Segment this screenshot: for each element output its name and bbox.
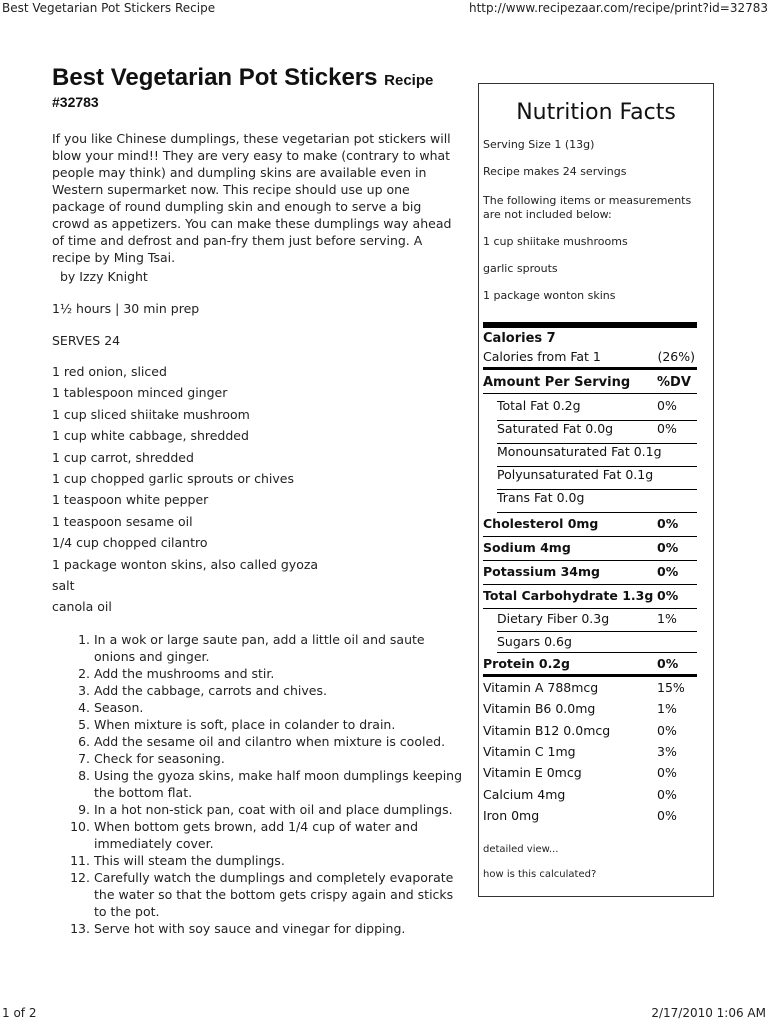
print-header-url: http://www.recipezaar.com/recipe/print?id=32783	[469, 1, 768, 15]
direction-step	[52, 767, 464, 801]
sodium-row	[483, 537, 697, 561]
vitamin-dv: 0%	[657, 722, 677, 738]
step-text: Carefully watch the dumplings and completely evaporate the water so that the bottom gets crispy again and sticks to the pot.	[94, 870, 454, 919]
nutrition-divider	[483, 322, 697, 328]
direction-step	[52, 716, 464, 733]
vitamin-dv: 1%	[657, 701, 677, 717]
carbohydrate-label: Total Carbohydrate 1.3g	[483, 588, 654, 603]
direction-step	[52, 920, 464, 937]
dv-header: %DV	[657, 375, 691, 390]
step-text: Add the sesame oil and cilantro when mixture is cooled.	[94, 734, 446, 749]
step-number: 2.	[78, 666, 90, 681]
recipe-title-text: Best Vegetarian Pot Stickers	[52, 64, 378, 91]
vitamin-dv: 3%	[657, 743, 677, 759]
step-text: When mixture is soft, place in colander to drain.	[94, 717, 396, 732]
fiber-label: Dietary Fiber 0.3g	[497, 611, 610, 626]
direction-list	[52, 631, 464, 937]
carbohydrate-dv: 0%	[657, 588, 679, 603]
step-number: 10.	[70, 819, 90, 834]
ingredient-list	[52, 363, 318, 620]
ingredient-item: 1 teaspoon sesame oil	[52, 513, 193, 529]
trans-fat-row	[497, 490, 697, 513]
ingredient-item: 1 red onion, sliced	[52, 364, 167, 379]
vitamin-dv: 0%	[657, 765, 677, 781]
recipe-author: by Izzy Knight	[60, 269, 148, 284]
how-calculated-link[interactable]: how is this calculated?	[483, 869, 597, 880]
step-text: In a hot non-stick pan, coat with oil and place dumplings.	[94, 802, 453, 817]
sugars-row	[497, 632, 697, 653]
step-number: 3.	[78, 683, 90, 698]
vitamin-label: Vitamin B6 0.0mg	[483, 701, 596, 717]
step-number: 12.	[70, 870, 90, 885]
nutrition-title: Nutrition Facts	[516, 100, 676, 125]
vitamin-label: Vitamin E 0mcg	[483, 765, 582, 781]
direction-step	[52, 750, 464, 767]
step-text: In a wok or large saute pan, add a little oil and saute onions and ginger.	[94, 632, 425, 664]
ingredient-item: 1 package wonton skins, also called gyoza	[52, 556, 319, 572]
not-included-item: 1 cup shiitake mushrooms	[483, 235, 628, 248]
step-number: 5.	[78, 717, 90, 732]
vitamin-row	[483, 701, 697, 716]
vitamin-label: Vitamin A 788mcg	[483, 680, 599, 695]
ingredient-item: 1 tablespoon minced ginger	[52, 385, 228, 401]
page-count: 1 of 2	[2, 1006, 37, 1020]
step-text: Serve hot with soy sauce and vinegar for dipping.	[94, 921, 406, 936]
step-text: Add the mushrooms and stir.	[94, 666, 275, 681]
step-text: Add the cabbage, carrots and chives.	[94, 683, 327, 698]
recipe-serves: SERVES 24	[52, 333, 121, 348]
vitamin-label: Calcium 4mg	[483, 786, 566, 802]
vitamin-row	[483, 787, 697, 802]
recipe-intro: If you like Chinese dumplings, these vegetarian pot stickers will blow your mind!! They are very easy to make (contrary to what people may think) and dumpling skins are available even in Western supermarket now. This recipe should use up one package of round dumpling skin and enough to serve a big crowd as appetizers. You can make these dumplings way ahead of time and defrost and pan-fry them just before serving. A recipe by Ming Tsai.	[52, 131, 452, 265]
recipe-id: #32783	[52, 94, 99, 110]
vitamin-row	[483, 765, 697, 780]
vitamin-dv: 0%	[657, 786, 677, 802]
step-number: 6.	[78, 734, 90, 749]
cholesterol-row	[483, 513, 697, 537]
ingredient-item: 1 cup carrot, shredded	[52, 449, 194, 465]
vitamin-row	[483, 680, 697, 695]
direction-step	[52, 869, 464, 920]
mono-fat-label: Monounsaturated Fat 0.1g	[497, 444, 662, 459]
saturated-fat-label: Saturated Fat 0.0g	[497, 421, 614, 436]
ingredient-item: canola oil	[52, 599, 112, 615]
serving-size: Serving Size 1 (13g)	[483, 138, 595, 151]
direction-step	[52, 665, 464, 682]
calories-from-fat-pct: (26%)	[657, 349, 695, 364]
print-header-title: Best Vegetarian Pot Stickers Recipe	[2, 1, 216, 15]
step-text: Using the gyoza skins, make half moon dumplings keeping the bottom flat.	[94, 768, 463, 800]
vitamin-row	[483, 723, 697, 738]
direction-step	[52, 818, 464, 852]
print-datetime: 2/17/2010 1:06 AM	[651, 1006, 766, 1020]
ingredient-item: 1 cup white cabbage, shredded	[52, 428, 249, 444]
vitamin-row	[483, 808, 697, 823]
total-fat-dv: 0%	[657, 398, 677, 413]
potassium-label: Potassium 34mg	[483, 564, 600, 579]
direction-step	[52, 801, 464, 818]
step-number: 1.	[78, 632, 90, 647]
direction-step	[52, 699, 464, 716]
vitamin-dv: 15%	[657, 680, 685, 695]
fiber-row	[497, 609, 697, 632]
cholesterol-dv: 0%	[657, 516, 679, 531]
vitamin-row	[483, 744, 697, 759]
sodium-dv: 0%	[657, 540, 679, 555]
calories-from-fat-label: Calories from Fat 1	[483, 349, 601, 364]
poly-fat-label: Polyunsaturated Fat 0.1g	[497, 467, 654, 482]
ingredient-item: 1 cup chopped garlic sprouts or chives	[52, 470, 294, 486]
carbohydrate-row	[483, 585, 697, 609]
potassium-row	[483, 561, 697, 585]
fiber-dv: 1%	[657, 611, 677, 626]
protein-label: Protein 0.2g	[483, 656, 570, 671]
protein-row	[483, 653, 697, 677]
cholesterol-label: Cholesterol 0mg	[483, 516, 599, 531]
direction-step	[52, 852, 464, 869]
step-number: 11.	[70, 853, 90, 868]
nutrition-facts-panel	[478, 83, 714, 897]
step-text: When bottom gets brown, add 1/4 cup of water and immediately cover.	[94, 819, 419, 851]
calories-label: Calories 7	[483, 331, 556, 346]
direction-step	[52, 733, 464, 750]
recipe-title-suffix: Recipe	[384, 72, 434, 89]
sugars-label: Sugars 0.6g	[497, 634, 572, 649]
not-included-note: The following items or measurements are not included below:	[483, 194, 692, 221]
not-included-item: 1 package wonton skins	[483, 289, 616, 302]
amount-per-serving-label: Amount Per Serving	[483, 375, 631, 390]
vitamin-label: Vitamin C 1mg	[483, 743, 576, 759]
step-number: 8.	[78, 768, 90, 783]
mono-fat-row	[497, 444, 697, 467]
sodium-label: Sodium 4mg	[483, 540, 571, 555]
vitamin-label: Vitamin B12 0.0mcg	[483, 722, 611, 738]
potassium-dv: 0%	[657, 564, 679, 579]
trans-fat-label: Trans Fat 0.0g	[497, 490, 585, 505]
total-fat-row	[497, 398, 697, 421]
vitamin-label: Iron 0mg	[483, 807, 540, 823]
calories-from-fat	[483, 349, 697, 370]
step-text: Season.	[94, 700, 144, 715]
calories	[483, 331, 697, 346]
saturated-fat-dv: 0%	[657, 421, 677, 436]
step-number: 9.	[78, 802, 90, 817]
direction-step	[52, 631, 464, 665]
detailed-view-link[interactable]: detailed view...	[483, 844, 559, 855]
ingredient-item: 1 teaspoon white pepper	[52, 492, 209, 508]
protein-dv: 0%	[657, 656, 679, 671]
servings-count: Recipe makes 24 servings	[483, 165, 627, 178]
step-text: This will steam the dumplings.	[94, 853, 285, 868]
ingredient-item: 1/4 cup chopped cilantro	[52, 535, 208, 551]
ingredient-item: salt	[52, 577, 75, 593]
recipe-time: 1½ hours | 30 min prep	[52, 301, 200, 316]
step-number: 7.	[78, 751, 90, 766]
direction-step	[52, 682, 464, 699]
total-fat-label: Total Fat 0.2g	[497, 398, 581, 413]
step-number: 4.	[78, 700, 90, 715]
step-text: Check for seasoning.	[94, 751, 225, 766]
step-number: 13.	[70, 921, 90, 936]
vitamin-dv: 0%	[657, 807, 677, 823]
ingredient-item: 1 cup sliced shiitake mushroom	[52, 406, 250, 422]
saturated-fat-row	[497, 421, 697, 444]
poly-fat-row	[497, 467, 697, 490]
not-included-item: garlic sprouts	[483, 262, 558, 275]
amount-header-row	[483, 375, 697, 394]
recipe-title	[52, 64, 462, 92]
